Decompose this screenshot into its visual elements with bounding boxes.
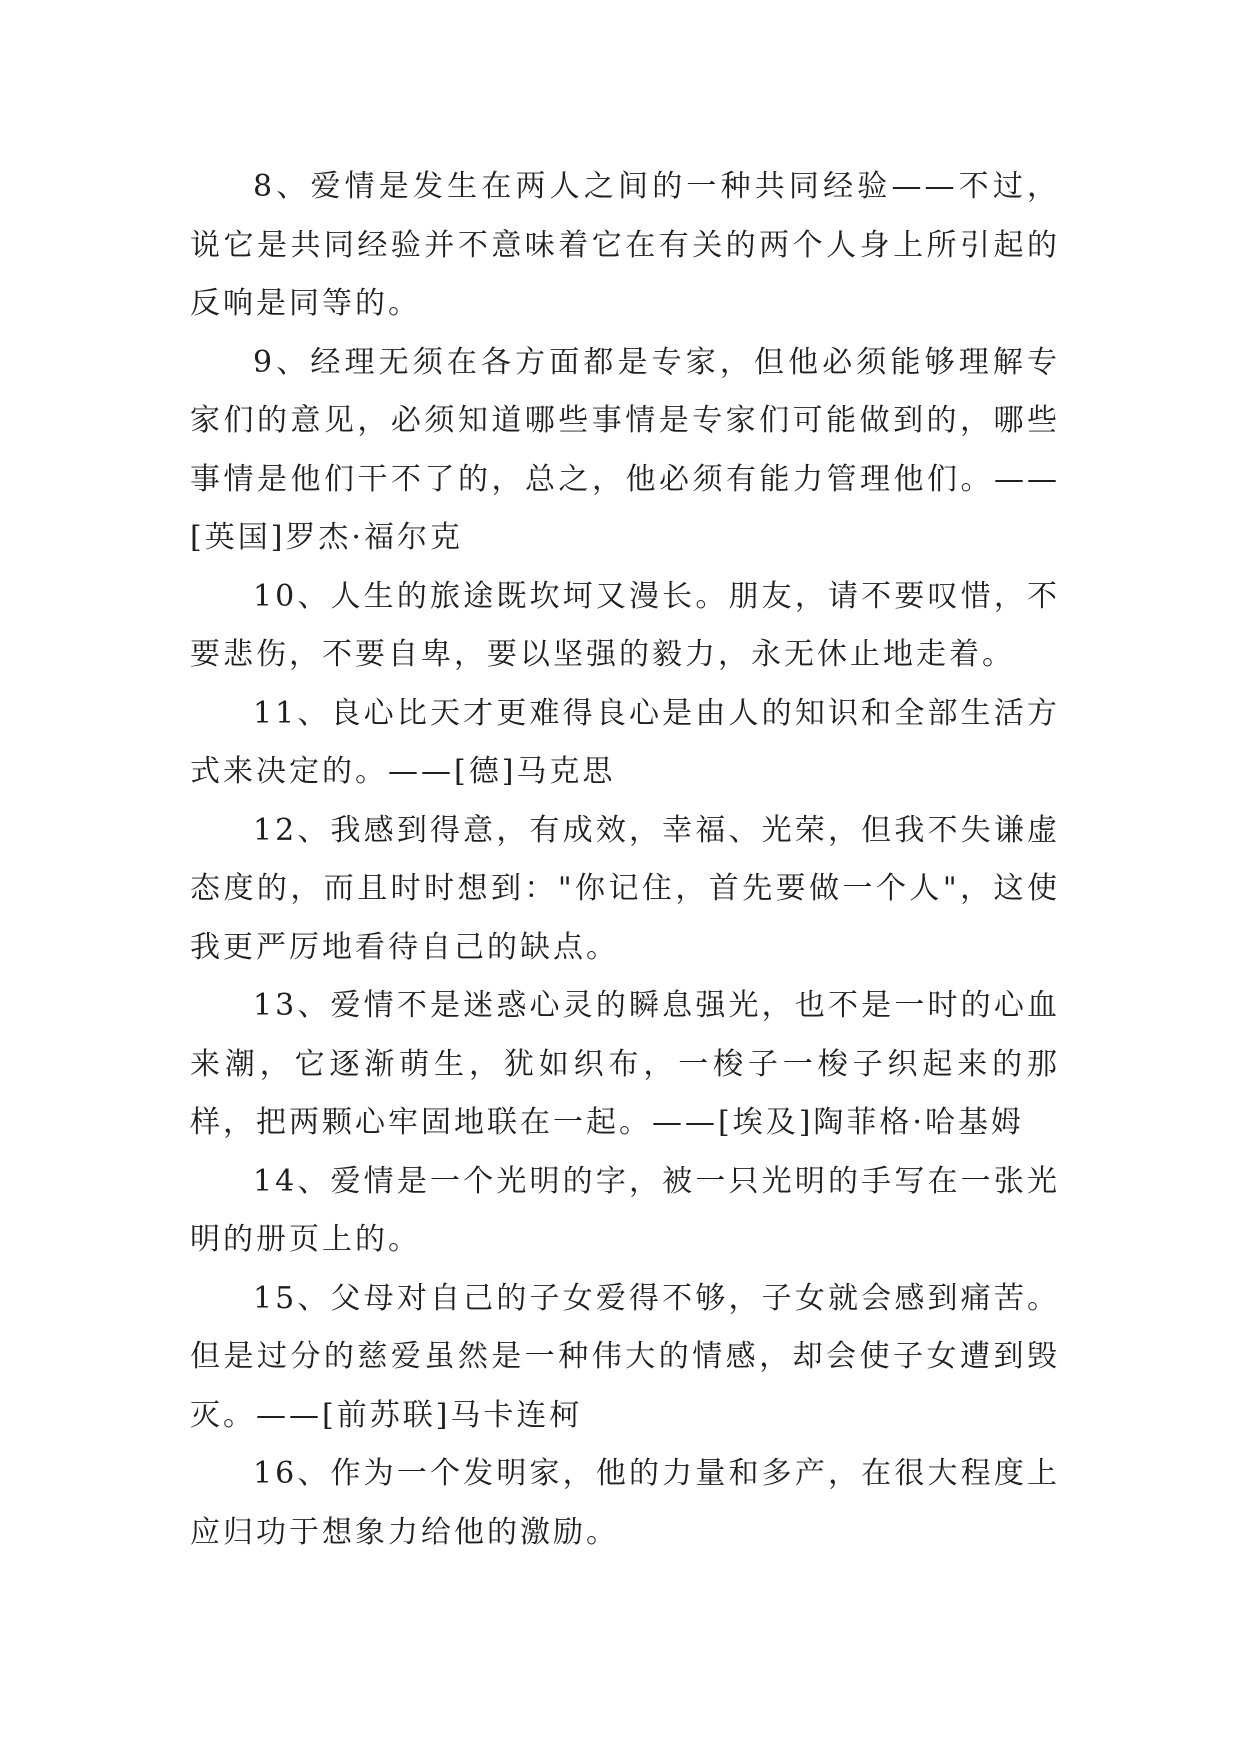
- quote-paragraph-14: 14、爱情是一个光明的字，被一只光明的手写在一张光明的册页上的。: [190, 1163, 1060, 1257]
- quote-list: [190, 158, 1060, 1562]
- quote-paragraph-13: 13、爱情不是迷惑心灵的瞬息强光，也不是一时的心血来潮，它逐渐萌生，犹如织布，一梭子一梭子织起来的那样，把两颗心牢固地联在一起。——[埃及]陶菲格·哈基姆: [190, 988, 1060, 1140]
- quote-paragraph-9: 9、经理无须在各方面都是专家，但他必须能够理解专家们的意见，必须知道哪些事情是专家们可能做到的，哪些事情是他们干不了的，总之，他必须有能力管理他们。——[英国]罗杰·福尔克: [190, 344, 1060, 555]
- quote-paragraph-10: 10、人生的旅途既坎坷又漫长。朋友，请不要叹惜，不要悲伤，不要自卑，要以坚强的毅力，永无休止地走着。: [190, 578, 1060, 672]
- quote-paragraph-11: 11、良心比天才更难得良心是由人的知识和全部生活方式来决定的。——[德]马克思: [190, 695, 1060, 789]
- quote-paragraph-12: 12、我感到得意，有成效，幸福、光荣，但我不失谦虚态度的，而且时时想到："你记住，首先要做一个人"，这使我更严厉地看待自己的缺点。: [190, 812, 1060, 965]
- quote-paragraph-15: 15、父母对自己的子女爱得不够，子女就会感到痛苦。但是过分的慈爱虽然是一种伟大的情感，却会使子女遭到毁灭。——[前苏联]马卡连柯: [190, 1280, 1060, 1433]
- quote-paragraph-8: 8、爱情是发生在两人之间的一种共同经验——不过，说它是共同经验并不意味着它在有关的两个人身上所引起的反响是同等的。: [190, 169, 1060, 321]
- quote-paragraph-16: 16、作为一个发明家，他的力量和多产，在很大程度上应归功于想象力给他的激励。: [190, 1456, 1060, 1550]
